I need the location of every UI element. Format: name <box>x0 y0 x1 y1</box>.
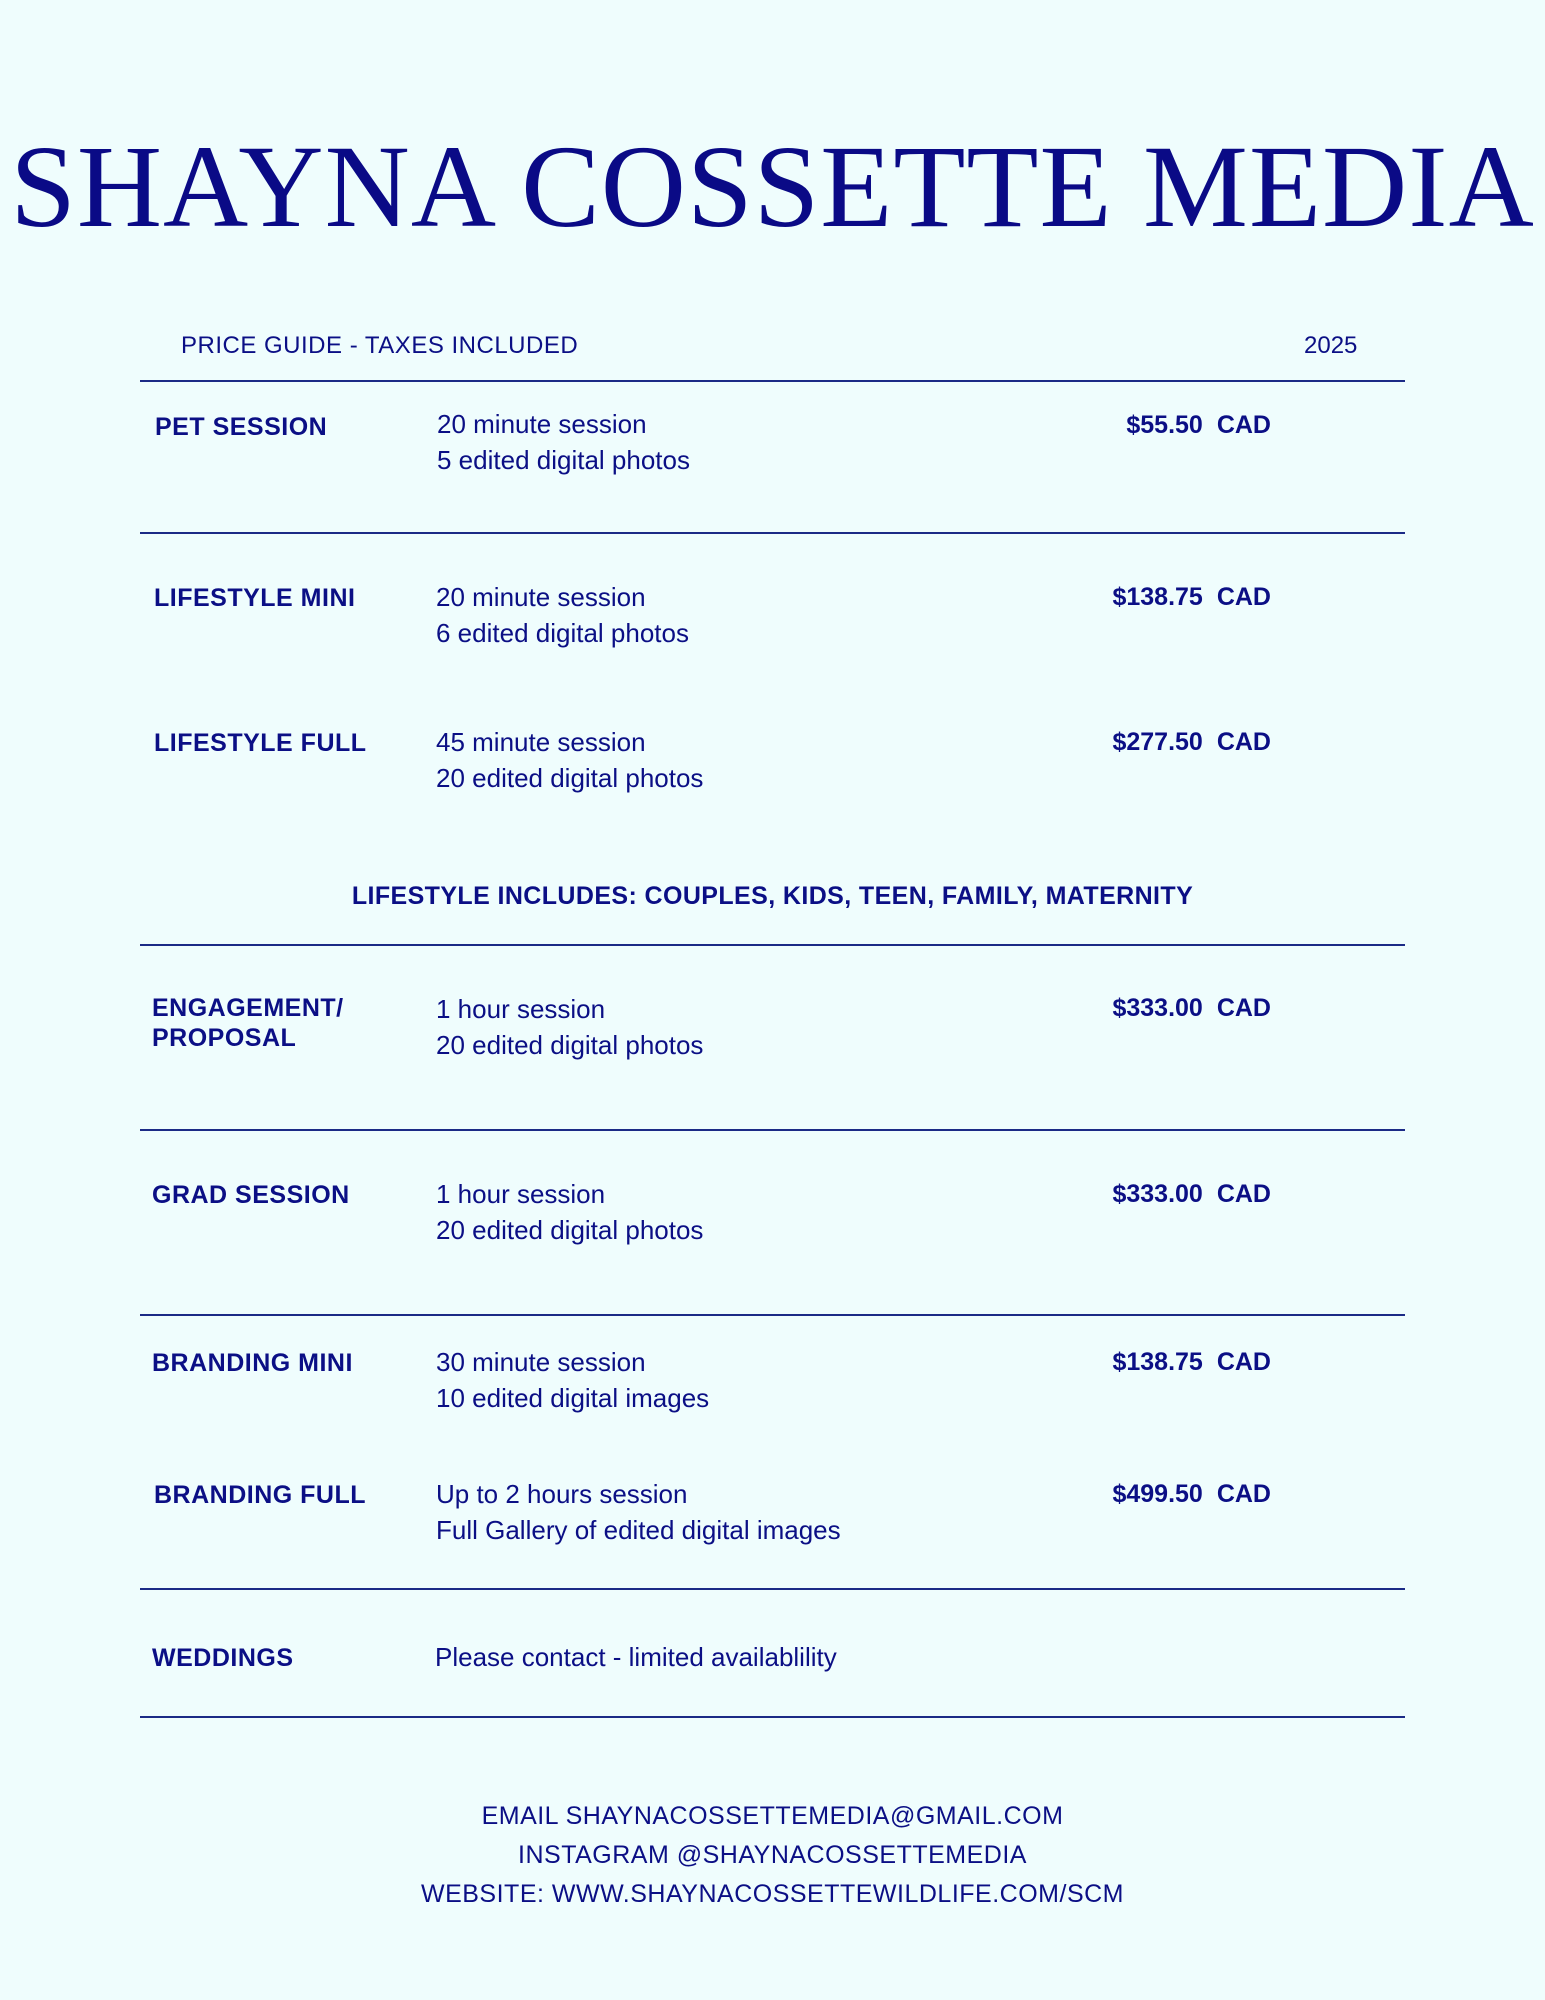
service-description <box>436 991 703 1063</box>
price-currency: CAD <box>1216 728 1271 756</box>
price-guide-label: PRICE GUIDE - TAXES INCLUDED <box>181 332 579 359</box>
service-detail-line: 20 minute session <box>436 582 646 612</box>
divider <box>140 532 1405 534</box>
price-currency: CAD <box>1216 994 1271 1022</box>
service-detail-line: 10 edited digital images <box>436 1383 710 1413</box>
price-amount: $277.50 <box>1112 728 1203 756</box>
service-name: GRAD SESSION <box>152 1181 350 1209</box>
contact-website: WEBSITE: WWW.SHAYNACOSSETTEWILDLIFE.COM/SCM <box>420 1880 1125 1908</box>
service-detail-line: Full Gallery of edited digital images <box>436 1515 841 1545</box>
service-detail-line: 20 edited digital photos <box>436 763 704 793</box>
price-amount: $138.75 <box>1112 583 1203 611</box>
service-description <box>435 1639 837 1675</box>
divider <box>140 944 1405 946</box>
service-price <box>1112 1347 1271 1377</box>
service-detail-line: 20 edited digital photos <box>436 1215 704 1245</box>
contact-info <box>0 1797 1545 1914</box>
service-detail-line: Please contact - limited availablility <box>435 1642 837 1672</box>
service-detail-line: 6 edited digital photos <box>436 618 689 648</box>
contact-email: EMAIL SHAYNACOSSETTEMEDIA@GMAIL.COM <box>481 1802 1064 1830</box>
lifestyle-includes-note: LIFESTYLE INCLUDES: COUPLES, KIDS, TEEN, FAMILY, MATERNITY <box>351 882 1194 910</box>
service-detail-line: Up to 2 hours session <box>436 1479 688 1509</box>
service-name: BRANDING MINI <box>152 1349 353 1377</box>
service-detail-line: 30 minute session <box>436 1347 646 1377</box>
divider <box>140 380 1405 382</box>
divider <box>140 1129 1405 1131</box>
service-price <box>1112 1179 1271 1209</box>
service-detail-line: 5 edited digital photos <box>437 445 690 475</box>
price-currency: CAD <box>1216 1180 1271 1208</box>
service-description <box>437 406 690 478</box>
service-name: LIFESTYLE MINI <box>154 584 356 612</box>
service-price <box>1112 727 1271 757</box>
service-description <box>436 1344 709 1416</box>
service-price <box>1126 410 1271 440</box>
service-detail-line: 1 hour session <box>436 1179 606 1209</box>
divider <box>140 1716 1405 1718</box>
service-name: LIFESTYLE FULL <box>154 729 367 757</box>
service-price <box>1112 993 1271 1023</box>
service-name: PET SESSION <box>155 413 328 441</box>
divider <box>140 1588 1405 1590</box>
price-amount: $499.50 <box>1112 1480 1203 1508</box>
service-name: ENGAGEMENT/ PROPOSAL <box>152 994 344 1052</box>
contact-instagram: INSTAGRAM @SHAYNACOSSETTEMEDIA <box>518 1841 1027 1869</box>
service-detail-line: 45 minute session <box>436 727 646 757</box>
service-price <box>1112 582 1271 612</box>
price-currency: CAD <box>1216 1348 1271 1376</box>
service-description <box>436 1476 841 1548</box>
service-detail-line: 1 hour session <box>436 994 606 1024</box>
price-currency: CAD <box>1216 411 1271 439</box>
price-amount: $333.00 <box>1112 1180 1203 1208</box>
service-description <box>436 1176 703 1248</box>
price-guide-year: 2025 <box>1304 332 1358 359</box>
price-amount: $55.50 <box>1126 411 1203 439</box>
price-amount: $138.75 <box>1112 1348 1203 1376</box>
service-description <box>436 724 703 796</box>
service-name: BRANDING FULL <box>154 1481 367 1509</box>
service-price <box>1112 1479 1271 1509</box>
price-amount: $333.00 <box>1112 994 1203 1022</box>
divider <box>140 1314 1405 1316</box>
service-name: WEDDINGS <box>152 1644 294 1672</box>
price-currency: CAD <box>1216 1480 1271 1508</box>
service-detail-line: 20 minute session <box>437 409 647 439</box>
service-description <box>436 579 689 651</box>
price-currency: CAD <box>1216 583 1271 611</box>
service-detail-line: 20 edited digital photos <box>436 1030 704 1060</box>
page-title: SHAYNA COSSETTE MEDIA <box>10 121 1535 252</box>
